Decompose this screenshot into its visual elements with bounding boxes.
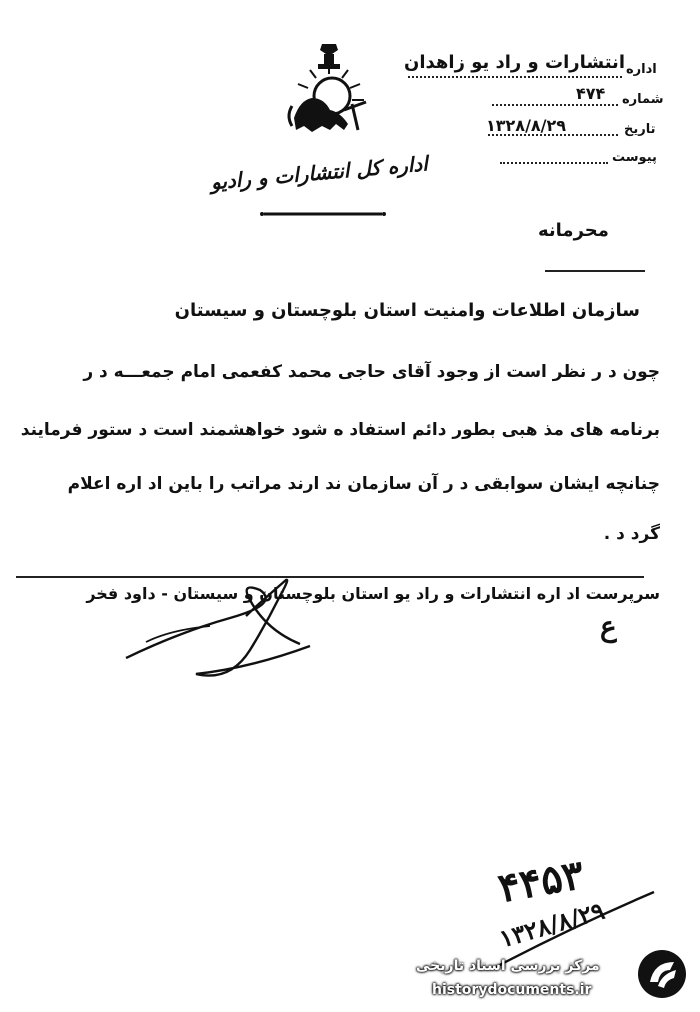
watermark-name: مرکز بررسی اسناد تاریخی xyxy=(416,958,600,974)
office-dotted-line xyxy=(408,76,622,78)
office-value: انتشارات و راد یو زاهدان xyxy=(404,52,625,73)
body-line: گرد د . xyxy=(603,524,660,544)
number-label: شماره xyxy=(622,92,664,107)
letterhead-ornament xyxy=(258,204,388,214)
emblem-lion-sun xyxy=(282,40,376,140)
stamp-number: ۴۴۵۳ xyxy=(494,850,588,913)
recipient-line: سازمان اطلاعات وامنیت استان بلوچستان و سیستان xyxy=(174,300,640,321)
body-line: چنانچه ایشان سوابقی د ر آن سازمان ند ارند مراتب را باین اد اره اعلام xyxy=(67,474,660,494)
classification-mark: محرمانه xyxy=(538,220,609,241)
attachment-label: پیوست xyxy=(612,150,657,165)
date-value: ۱۳۲۸/۸/۲۹ xyxy=(486,116,567,135)
number-dotted-line xyxy=(492,104,618,106)
watermark-url: historydocuments.ir xyxy=(432,982,592,998)
signatory-title: سرپرست اد اره انتشارات و راد یو استان بلوچستان و سیستان - داود فخر xyxy=(86,584,660,603)
letterhead-org-name: اداره کل انتشارات و رادیو xyxy=(209,151,429,195)
body-line: چون د ر نظر است از وجود آقای حاجی محمد کفعمی امام جمعـــه د ر xyxy=(83,362,660,382)
date-dotted-line xyxy=(488,134,618,136)
body-line: برنامه های مذ هبی بطور دائم استفاد ه شود خواهشمند است د ستور فرمایند xyxy=(20,420,660,440)
handwritten-signature xyxy=(110,560,340,690)
number-value: ۴۷۴ xyxy=(576,84,606,103)
classification-rule xyxy=(545,270,645,272)
handwritten-mark: ع xyxy=(600,610,617,643)
attachment-dotted-line xyxy=(500,162,608,164)
date-label: تاریخ xyxy=(624,122,656,137)
office-label: اداره xyxy=(626,62,657,77)
stamp-date: ۱۳۲۸/۸/۲۹ xyxy=(496,895,608,954)
watermark-logo-icon xyxy=(636,948,688,1000)
